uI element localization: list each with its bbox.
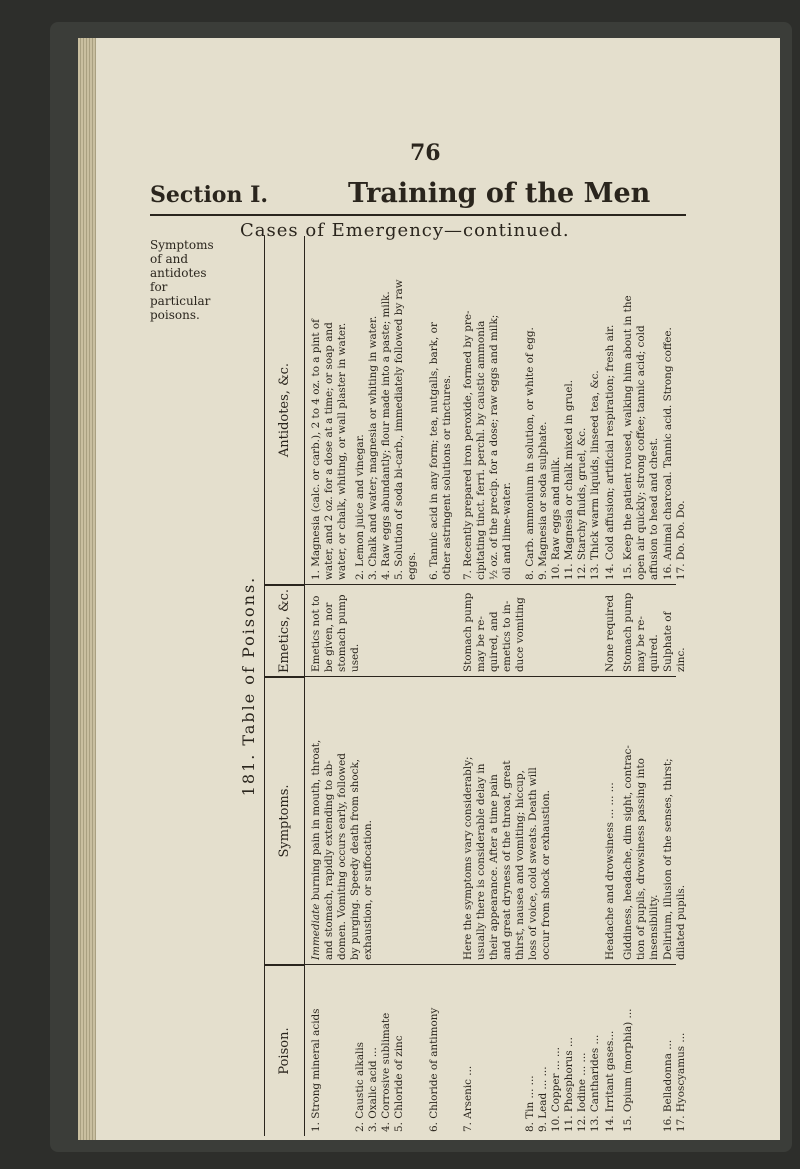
symptoms-line: Delirium, illusion of the senses, thirst;	[662, 758, 674, 960]
poison-name: 10. Copper ... ...	[550, 1047, 562, 1132]
symptoms-cell	[462, 678, 553, 964]
margin-note	[150, 238, 232, 322]
table-caption: 181. Table of Poisons.	[239, 575, 258, 797]
antidote-cell	[462, 236, 514, 584]
header-emetics: Emetics, &c.	[264, 585, 304, 676]
antidote-line: 6. Tannic acid in any form; tea, nutgalls, bark, or	[428, 322, 440, 580]
emetics-cell	[462, 586, 527, 676]
symptoms-line: by purging. Speedy death from shock,	[349, 758, 361, 960]
symptoms-line: Here the symptoms vary considerably;	[462, 756, 474, 960]
header-antidotes: Antidotes, &c.	[276, 362, 292, 458]
antidote-line: 14. Cold affusion; artificial respiration; fresh air.	[604, 324, 616, 580]
poison-name: 5. Chloride of zinc	[393, 1035, 405, 1132]
column-divider	[264, 676, 676, 677]
emetics-line: duce vomiting	[514, 597, 526, 672]
antidote-line: 8. Carb. ammonium in solution, or white of egg.	[524, 327, 536, 580]
poison-cell	[662, 966, 688, 1136]
margin-note-line: poisons.	[150, 308, 200, 322]
antidote-line: 4. Raw eggs abundantly; flour made into a paste; milk.	[380, 291, 392, 580]
symptoms-line	[310, 682, 323, 960]
poison-name: 15. Opium (morphia) ...	[622, 1008, 634, 1132]
symptoms-cell	[662, 678, 688, 964]
margin-note-line: particular	[150, 294, 211, 308]
antidote-line: 15. Keep the patient roused, walking him about in the	[622, 295, 634, 580]
symptoms-line: usually there is considerable delay in	[475, 763, 487, 960]
emetics-line: quired.	[648, 634, 660, 672]
emetics-line: Sulphate of	[662, 611, 674, 672]
poison-cell	[428, 966, 441, 1136]
column-divider	[264, 584, 676, 585]
antidote-line: 9. Magnesia or soda sulphate.	[537, 421, 549, 580]
emetics-cell	[604, 586, 617, 676]
margin-note-line: Symptoms	[150, 238, 214, 252]
section-label: Section I.	[150, 182, 269, 208]
symptoms-line: tion of pupils, drowsiness passing into	[635, 758, 647, 960]
symptoms-line: occur from shock or exhaustion.	[540, 790, 552, 960]
symptoms-line: exhaustion, or suffocation.	[362, 820, 374, 960]
poison-cell	[622, 966, 635, 1136]
symptoms-line: dilated pupils.	[675, 884, 687, 960]
emetics-line: be given, nor	[323, 602, 335, 672]
symptoms-line: loss of voice, cold sweats. Death will	[527, 767, 539, 960]
table-rule	[304, 236, 305, 1136]
header-poison: Poison.	[264, 965, 304, 1136]
poison-name: 11. Phosphorus ...	[563, 1037, 575, 1132]
poison-name: 17. Hyoscyamus ...	[675, 1032, 687, 1132]
antidote-cell	[310, 236, 349, 584]
emetics-line: stomach pump	[336, 594, 348, 672]
poison-name: 1. Strong mineral acids	[310, 1008, 322, 1132]
symptoms-text: burning pain in mouth, throat,	[310, 739, 322, 904]
symptoms-line: domen. Vomiting occurs early, followed	[336, 753, 348, 960]
header-symptoms: Symptoms.	[264, 677, 304, 964]
symptoms-line: their appearance. After a time pain	[488, 774, 500, 960]
emetics-line: may be re-	[475, 616, 487, 672]
poison-cell	[604, 966, 617, 1136]
poison-name: 9. Lead ... ...	[537, 1066, 549, 1132]
poisons-table-area	[239, 236, 687, 1136]
header-rule	[150, 214, 686, 216]
poison-name: 6. Chloride of antimony	[428, 1007, 440, 1132]
antidote-line: 1. Magnesia (calc. or carb.), 2 to 4 oz. to a pint of	[310, 318, 322, 580]
poison-cell	[310, 966, 323, 1136]
antidote-line: open air quickly; strong coffee; tannic acid; cold	[635, 325, 647, 580]
antidote-line: 5. Solution of soda bi-carb., immediately followed by raw	[393, 279, 405, 580]
antidote-cell	[354, 236, 419, 584]
margin-note-line: antidotes	[150, 266, 207, 280]
poison-name: 12. Iodine ... ...	[576, 1052, 588, 1132]
symptoms-line: Giddiness, headache, dim sight, contrac-	[622, 745, 634, 960]
antidote-line: 3. Chalk and water; magnesia or whiting in water.	[367, 315, 379, 580]
emetics-line: None required	[604, 594, 616, 672]
poison-cell	[462, 966, 475, 1136]
emetics-line: Stomach pump	[462, 592, 474, 672]
poison-name: 14. Irritant gases...	[604, 1030, 616, 1132]
antidote-line: 12. Starchy fluids, gruel, &c.	[576, 427, 588, 580]
running-title: Training of the Men	[348, 178, 651, 209]
emetics-cell	[310, 586, 362, 676]
symptoms-line: insensibility.	[648, 894, 660, 960]
symptoms-cell	[604, 678, 617, 964]
symptoms-line: and great dryness of the throat, great	[501, 760, 513, 960]
antidote-line: affusion to head and chest.	[648, 437, 660, 580]
poisons-table	[239, 236, 687, 1136]
antidote-line: cipitating tinct. ferri. perchl. by caustic ammonia	[475, 320, 487, 580]
symptoms-emphasis: Immediate	[310, 903, 322, 960]
antidote-line: 7. Recently prepared iron peroxide, formed by pre-	[462, 310, 474, 580]
antidote-line: water, or chalk, whiting, or wall plaster in water.	[336, 322, 348, 580]
symptoms-cell	[622, 678, 661, 964]
antidote-cell	[524, 236, 602, 584]
antidote-line: oil and lime-water.	[501, 482, 513, 580]
poison-cell	[524, 966, 602, 1136]
symptoms-line: thirst, nausea and vomiting; hiccup,	[514, 770, 526, 960]
antidote-line: 10. Raw eggs and milk.	[550, 456, 562, 580]
symptoms-line: and stomach, rapidly extending to ab-	[323, 760, 335, 960]
poison-name: 4. Corrosive sublimate	[380, 1012, 392, 1132]
emetics-line: quired, and	[488, 611, 500, 672]
antidote-line: water, and 2 oz. for a dose at a time; or soap and	[323, 322, 335, 580]
column-divider	[264, 964, 676, 965]
emetics-line: emetics to in-	[501, 600, 513, 672]
antidote-line: 11. Magnesia or chalk mixed in gruel.	[563, 379, 575, 580]
poison-name: 2. Caustic alkalis	[354, 1042, 366, 1132]
poison-name: 16. Belladonna ...	[662, 1039, 674, 1132]
emetics-cell	[622, 586, 661, 676]
antidote-line: 13. Thick warm liquids, linseed tea, &c.	[589, 370, 601, 580]
emetics-cell	[662, 586, 688, 676]
antidote-line: 16. Animal charcoal. Tannic acid. Strong coffee.	[662, 327, 674, 580]
symptoms-cell	[310, 678, 375, 964]
antidote-line: ½ oz. of the precip. for a dose; raw eggs and milk;	[488, 314, 500, 580]
poison-name: 7. Arsenic ...	[462, 1065, 474, 1132]
emetics-line: used.	[349, 643, 361, 672]
poison-name: 8. Tin ... ...	[524, 1075, 536, 1132]
antidote-cell	[622, 236, 661, 584]
antidote-line: eggs.	[406, 551, 418, 580]
margin-note-line: of and	[150, 252, 189, 266]
margin-note-line: for	[150, 280, 168, 294]
emetics-line: Stomach pump	[622, 592, 634, 672]
antidote-line: 2. Lemon juice and vinegar.	[354, 434, 366, 580]
emetics-line: may be re-	[635, 616, 647, 672]
poison-name: 13. Cantharides ...	[589, 1034, 601, 1132]
antidote-line: other astringent solutions or tinctures.	[441, 374, 453, 580]
symptoms-line: Headache and drowsiness ... ... ...	[604, 782, 616, 960]
emetics-line: Emetics not to	[310, 595, 322, 672]
antidote-cell	[662, 236, 688, 584]
poison-cell	[354, 966, 406, 1136]
antidote-cell	[428, 236, 454, 584]
emetics-line: zinc.	[675, 647, 687, 672]
cases-heading: Cases of Emergency—continued.	[240, 220, 570, 241]
antidote-cell	[604, 236, 617, 584]
poison-name: 3. Oxalic acid ...	[367, 1047, 379, 1132]
antidote-line: 17. Do. Do. Do.	[675, 500, 687, 580]
page-number: 76	[410, 140, 441, 166]
